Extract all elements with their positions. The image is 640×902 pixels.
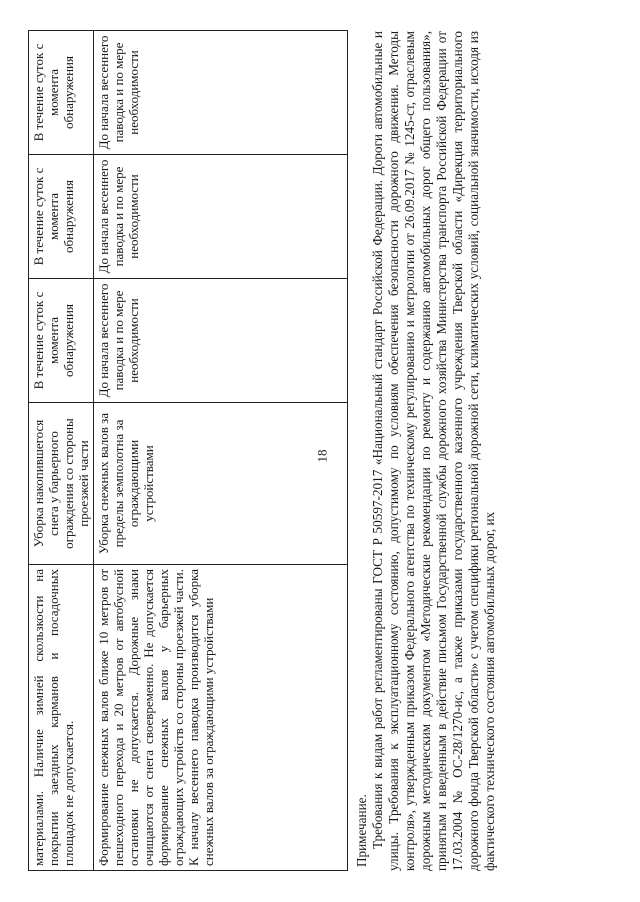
requirement-cell: Формирование снежных валов ближе 10 метров от пешеходного перехода и 20 метров от автобусной остановки не допускается. Дорожные знаки очищаются от снега своевременно. Не допускается формирование снежных валов у барьерных ограждающих устройств со стороны проезжей части. К началу весеннего паводка производится уборка снежных валов за ограждающими устройствами — [94, 565, 348, 871]
deadline-cell: До начала весеннего паводка и по мере необходимости — [94, 279, 348, 403]
table-row — [29, 31, 94, 871]
note-section — [354, 31, 498, 871]
deadline-cell: До начала весеннего паводка и по мере необходимости — [94, 31, 348, 155]
page-number: 18 — [314, 449, 330, 463]
deadline-cell: До начала весеннего паводка и по мере необходимости — [94, 155, 348, 279]
note-text: Требования к видам работ регламентированы ГОСТ Р 50597-2017 «Национальный стандарт Российской Федерации. Дороги автомобильные и улицы. Требования к эксплуатационному состоянию, допустимому по условиям обеспечения безопасности дорожного движения. Методы контроля», утвержденным приказом Федерального агентства по техническому регулированию и метрологии от 26.09.2017 № 1245-ст, отраслевым дорожным методическим документом «Методические рекомендации по ремонту и содержанию автомобильных дорог общего пользования», принятым и введенным в действие письмом Государственной службы дорожного хозяйства Министерства транспорта Российской Федерации от 17.03.2004 № ОС-28/1270-ис, а также приказами государственного казенного учреждения Тверской области «Дирекция территориального дорожного фонда Тверской области» с учетом специфики региональной дорожной сети, климатических условий, социальной значимости, исходя из фактического технического состояния автомобильных дорог, их — [370, 31, 497, 871]
maintenance-requirements-table — [28, 30, 348, 871]
work-type-cell: Уборка накопившегося снега у барьерного ограждения со стороны проезжей части — [29, 403, 94, 565]
note-heading: Примечание. — [354, 794, 369, 867]
requirement-cell: материалами. Наличие зимней скользкости на покрытии заездных карманов и посадочных площадок не допускается. — [29, 565, 94, 871]
deadline-cell: В течение суток с момента обнаружения — [29, 155, 94, 279]
work-type-cell: Уборка снежных валов за пределы земполотна за ограждающими устройствами — [94, 403, 348, 565]
rotated-page-content — [28, 31, 612, 871]
deadline-cell: В течение суток с момента обнаружения — [29, 31, 94, 155]
table-row — [94, 31, 348, 871]
deadline-cell: В течение суток с момента обнаружения — [29, 279, 94, 403]
